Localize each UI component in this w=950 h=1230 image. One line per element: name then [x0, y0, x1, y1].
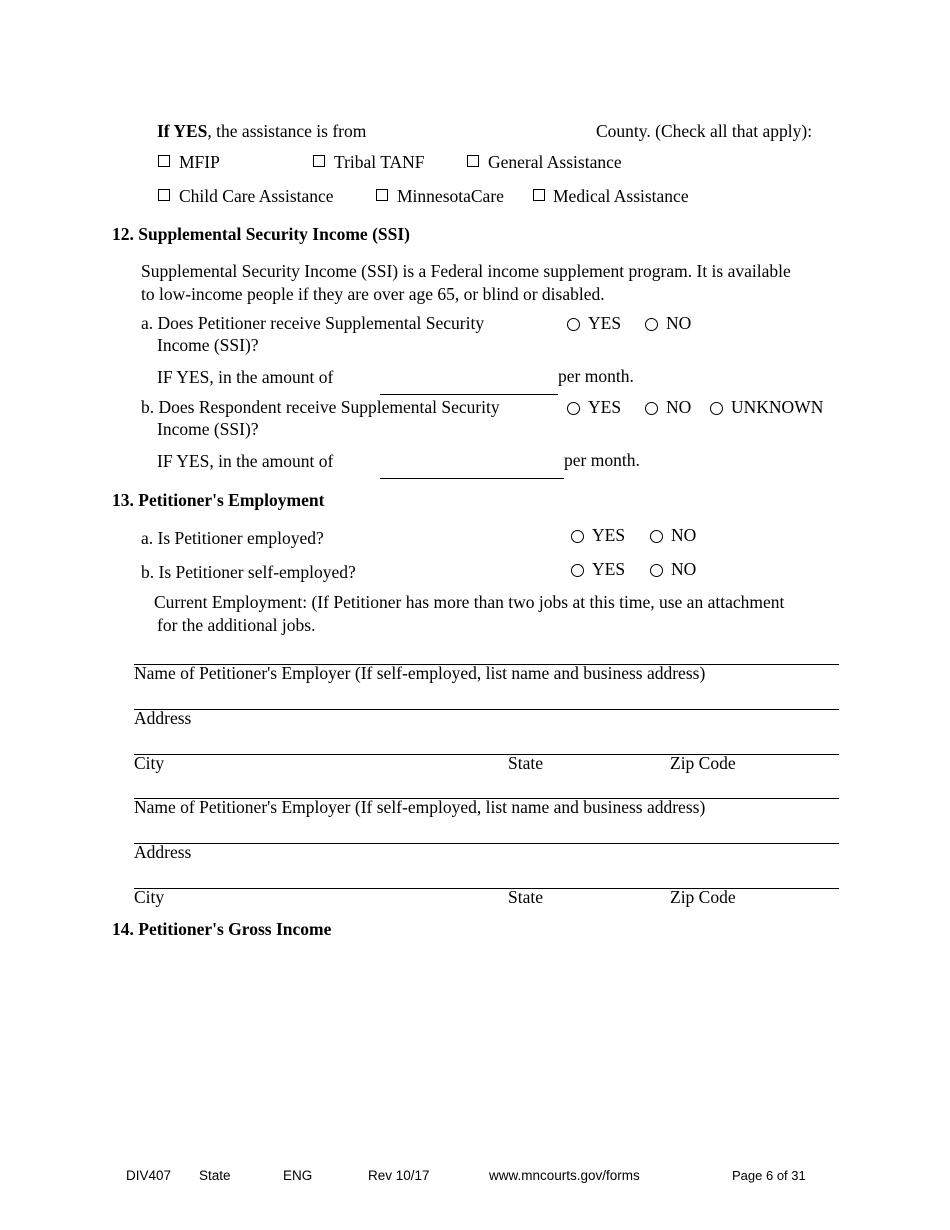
mfip-label: MFIP	[179, 152, 220, 172]
employment-section-heading: 13. Petitioner's Employment	[112, 490, 325, 510]
respondent-ssi-yes-label: YES	[588, 397, 622, 417]
footer-website-link[interactable]: www.mncourts.gov/forms	[489, 1168, 640, 1183]
minnesotacare-checkbox[interactable]	[376, 189, 388, 201]
respondent-ssi-question-line2: Income (SSI)?	[157, 419, 259, 439]
employer1-address-field[interactable]	[134, 709, 839, 710]
employer2-address-label: Address	[134, 842, 192, 862]
petitioner-employed-no-label: NO	[671, 525, 697, 545]
footer-page-number: Page 6 of 31	[732, 1168, 806, 1183]
petitioner-ssi-per-month: per month.	[558, 366, 634, 386]
mfip-checkbox[interactable]	[158, 155, 170, 167]
respondent-ssi-no-radio[interactable]	[645, 402, 658, 415]
ssi-description-line1: Supplemental Security Income (SSI) is a Federal income supplement program. It is available	[141, 261, 791, 281]
petitioner-ssi-question-line1: a. Does Petitioner receive Supplemental Security	[141, 313, 485, 333]
minnesotacare-label: MinnesotaCare	[397, 186, 504, 206]
ssi-section-heading: 12. Supplemental Security Income (SSI)	[112, 224, 410, 244]
footer-language: ENG	[283, 1168, 313, 1183]
tribal-tanf-checkbox[interactable]	[313, 155, 325, 167]
petitioner-ssi-no-radio[interactable]	[645, 318, 658, 331]
petitioner-self-employed-yes-label: YES	[592, 559, 626, 579]
child-care-assistance-checkbox[interactable]	[158, 189, 170, 201]
petitioner-ssi-amount-label: IF YES, in the amount of	[157, 367, 334, 387]
employer1-state-label: State	[508, 753, 543, 773]
petitioner-employed-yes-radio[interactable]	[571, 530, 584, 543]
petitioner-self-employed-yes-radio[interactable]	[571, 564, 584, 577]
respondent-ssi-unknown-radio[interactable]	[710, 402, 723, 415]
footer-form-id: DIV407	[126, 1168, 172, 1183]
general-assistance-label: General Assistance	[488, 152, 622, 172]
assistance-if-yes-text: If YES, the assistance is from	[157, 121, 367, 141]
employer2-address-field[interactable]	[134, 843, 839, 844]
medical-assistance-checkbox[interactable]	[533, 189, 545, 201]
respondent-ssi-amount-label: IF YES, in the amount of	[157, 451, 334, 471]
employer1-zip-label: Zip Code	[670, 753, 736, 773]
gross-income-section-heading: 14. Petitioner's Gross Income	[112, 919, 332, 939]
child-care-assistance-label: Child Care Assistance	[179, 186, 334, 206]
petitioner-ssi-question-line2: Income (SSI)?	[157, 335, 259, 355]
current-employment-note-line2: for the additional jobs.	[157, 615, 316, 635]
petitioner-ssi-yes-label: YES	[588, 313, 622, 333]
tribal-tanf-label: Tribal TANF	[334, 152, 425, 172]
county-check-all-text: County. (Check all that apply):	[596, 121, 813, 141]
respondent-ssi-per-month: per month.	[564, 450, 640, 470]
ssi-description-line2: to low-income people if they are over age 65, or blind or disabled.	[141, 284, 605, 304]
medical-assistance-label: Medical Assistance	[553, 186, 689, 206]
petitioner-employed-yes-label: YES	[592, 525, 626, 545]
petitioner-self-employed-question: b. Is Petitioner self-employed?	[141, 562, 356, 582]
footer-state: State	[199, 1168, 231, 1183]
employer2-zip-label: Zip Code	[670, 887, 736, 907]
employer2-name-label: Name of Petitioner's Employer (If self-employed, list name and business address)	[134, 797, 706, 817]
employer1-address-label: Address	[134, 708, 192, 728]
employer2-state-label: State	[508, 887, 543, 907]
respondent-ssi-no-label: NO	[666, 397, 692, 417]
employer1-name-label: Name of Petitioner's Employer (If self-employed, list name and business address)	[134, 663, 706, 683]
general-assistance-checkbox[interactable]	[467, 155, 479, 167]
petitioner-self-employed-no-label: NO	[671, 559, 697, 579]
petitioner-employed-no-radio[interactable]	[650, 530, 663, 543]
footer-revision: Rev 10/17	[368, 1168, 430, 1183]
respondent-ssi-question-line1: b. Does Respondent receive Supplemental Security	[141, 397, 500, 417]
respondent-ssi-yes-radio[interactable]	[567, 402, 580, 415]
employer1-city-label: City	[134, 753, 165, 773]
respondent-ssi-amount-field[interactable]	[380, 478, 564, 479]
petitioner-ssi-amount-field[interactable]	[380, 394, 558, 395]
petitioner-ssi-no-label: NO	[666, 313, 692, 333]
respondent-ssi-unknown-label: UNKNOWN	[731, 397, 824, 417]
petitioner-ssi-yes-radio[interactable]	[567, 318, 580, 331]
petitioner-employed-question: a. Is Petitioner employed?	[141, 528, 324, 548]
petitioner-self-employed-no-radio[interactable]	[650, 564, 663, 577]
current-employment-note-line1: Current Employment: (If Petitioner has more than two jobs at this time, use an attachment	[154, 592, 785, 612]
employer2-city-label: City	[134, 887, 165, 907]
